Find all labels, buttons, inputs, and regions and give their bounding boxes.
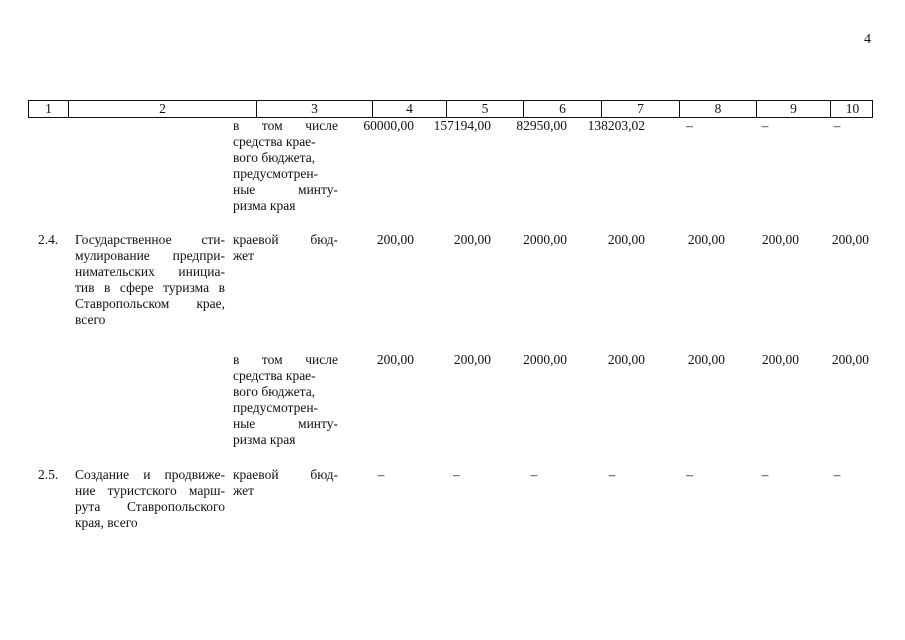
value-col4: 200,00: [376, 232, 414, 247]
value-col9: –: [761, 118, 769, 133]
funding-source: в том числе средства крае- вого бюджета, предусмотрен- ные минту- ризма края: [233, 352, 338, 447]
column-header-4: 4: [373, 101, 447, 117]
value-col9: 200,00: [761, 352, 799, 367]
value-col8: –: [686, 118, 693, 133]
value-col10: 200,00: [831, 352, 869, 367]
funding-source: краевой бюд- жет: [233, 232, 338, 263]
value-col8: –: [686, 467, 693, 482]
value-col10: 200,00: [831, 232, 869, 247]
column-header-5: 5: [447, 101, 524, 117]
row-number: 2.4.: [38, 232, 59, 247]
value-col6: 2000,00: [523, 232, 567, 247]
value-col7: 200,00: [607, 352, 645, 367]
value-col10: –: [833, 118, 841, 133]
column-header-2: 2: [69, 101, 257, 117]
column-header-1: 1: [29, 101, 69, 117]
value-col9: –: [761, 467, 769, 482]
column-header-3: 3: [257, 101, 373, 117]
value-col5: 200,00: [453, 352, 491, 367]
value-col9: 200,00: [761, 232, 799, 247]
column-header-9: 9: [757, 101, 831, 117]
funding-source: в том числе средства крае- вого бюджета, предусмотрен- ные минту- ризма края: [233, 118, 338, 213]
value-col8: 200,00: [687, 232, 725, 247]
measure-name: Создание и продвиже- ние туристского марш- рута Ставропольского края, всего: [75, 467, 225, 530]
value-col7: 200,00: [607, 232, 645, 247]
column-header-10: 10: [845, 101, 860, 116]
column-header-row: [28, 100, 873, 118]
page-number: 4: [864, 32, 871, 47]
column-header-7: 7: [602, 101, 680, 117]
value-col5: –: [453, 467, 460, 482]
value-col4: –: [377, 467, 385, 482]
value-col7: –: [608, 467, 616, 482]
value-col6: 82950,00: [516, 118, 567, 133]
value-col10: –: [833, 467, 841, 482]
funding-source: краевой бюд- жет: [233, 467, 338, 498]
value-col6: 2000,00: [523, 352, 567, 367]
row-number: 2.5.: [38, 467, 59, 482]
value-col4: 60000,00: [363, 118, 414, 133]
value-col4: 200,00: [376, 352, 414, 367]
value-col8: 200,00: [687, 352, 725, 367]
column-header-8: 8: [680, 101, 757, 117]
value-col7: 138203,02: [587, 118, 645, 133]
value-col6: –: [530, 467, 538, 482]
column-header-6: 6: [524, 101, 602, 117]
measure-name: Государственное сти- мулирование предпри- нимательских инициа- тив в сфере туризма в Ставропольском крае, всего: [75, 232, 225, 327]
value-col5: 200,00: [453, 232, 491, 247]
value-col5: 157194,00: [433, 118, 491, 133]
